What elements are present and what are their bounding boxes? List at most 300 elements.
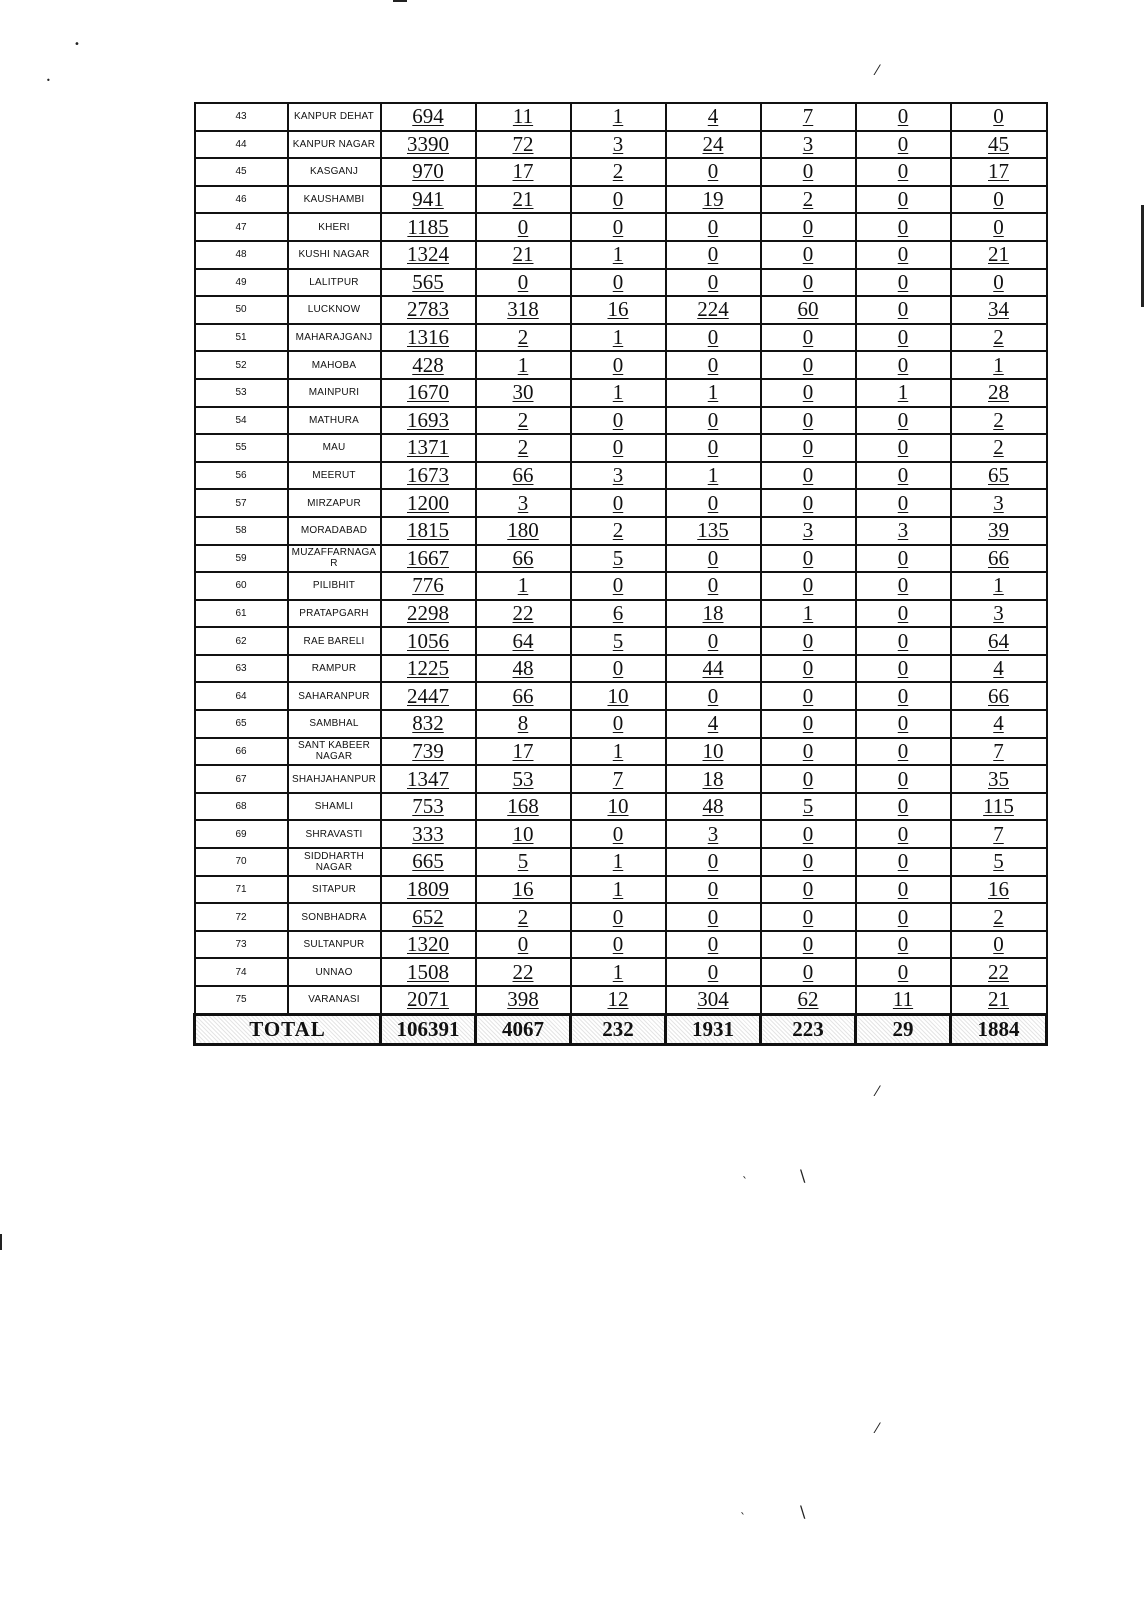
value-cell	[666, 296, 761, 324]
value-text: 0	[612, 932, 624, 957]
table-row	[195, 710, 1047, 738]
value-cell	[571, 434, 666, 462]
value-cell	[761, 903, 856, 931]
value-cell	[381, 627, 476, 655]
table-row	[195, 848, 1047, 876]
district-name-cell: SHAMLI	[288, 793, 381, 821]
value-cell	[856, 269, 951, 297]
value-cell	[761, 793, 856, 821]
value-text: 4	[993, 656, 1004, 681]
serial-number-cell: 70	[195, 848, 288, 876]
value-text: 2	[993, 435, 1004, 460]
tick-mark: `	[740, 1511, 746, 1525]
value-cell	[761, 876, 856, 904]
value-cell	[951, 931, 1047, 959]
value-cell	[951, 324, 1047, 352]
district-name-cell: MAU	[288, 434, 381, 462]
district-name-cell: SHAHJAHANPUR	[288, 765, 381, 793]
value-cell	[856, 738, 951, 766]
value-text: 224	[697, 297, 729, 322]
value-cell	[856, 407, 951, 435]
value-cell	[951, 269, 1047, 297]
tick-mark: \	[800, 1502, 806, 1521]
value-cell	[381, 820, 476, 848]
table-row	[195, 820, 1047, 848]
value-cell	[761, 186, 856, 214]
value-cell	[571, 682, 666, 710]
value-cell	[381, 434, 476, 462]
table-row	[195, 434, 1047, 462]
serial-number-cell: 74	[195, 958, 288, 986]
serial-number-cell: 71	[195, 876, 288, 904]
value-text: 0	[897, 600, 909, 625]
value-text: 0	[707, 876, 719, 901]
district-name-cell: PILIBHIT	[288, 572, 381, 600]
value-cell	[571, 876, 666, 904]
value-cell	[856, 241, 951, 269]
value-cell	[476, 655, 571, 683]
value-text: 0	[802, 821, 814, 846]
value-text: 5	[517, 849, 529, 874]
value-text: 66	[512, 545, 534, 570]
value-text: 0	[897, 242, 909, 267]
value-cell	[856, 682, 951, 710]
serial-number-cell: 49	[195, 269, 288, 297]
value-text: 0	[897, 794, 909, 819]
value-text: 0	[897, 159, 909, 184]
value-cell	[761, 434, 856, 462]
value-text: 1815	[407, 518, 449, 543]
district-name-cell: MAHARAJGANJ	[288, 324, 381, 352]
value-cell	[761, 572, 856, 600]
value-cell	[761, 682, 856, 710]
value-text: 0	[707, 545, 719, 570]
value-cell	[666, 931, 761, 959]
tick-mark: \	[800, 1166, 806, 1185]
value-cell	[476, 434, 571, 462]
table-row	[195, 241, 1047, 269]
value-text: 10	[512, 821, 534, 846]
value-cell	[856, 186, 951, 214]
value-cell	[571, 462, 666, 490]
value-cell	[951, 765, 1047, 793]
value-cell	[476, 986, 571, 1014]
district-name-cell: SONBHADRA	[288, 903, 381, 931]
value-cell	[381, 241, 476, 269]
value-text: 2298	[407, 600, 449, 625]
value-text: 665	[412, 849, 444, 874]
value-text: 5	[993, 849, 1004, 874]
value-text: 428	[412, 352, 444, 377]
value-text: 1	[707, 463, 719, 488]
table-row	[195, 269, 1047, 297]
value-text: 0	[897, 407, 909, 432]
value-cell	[571, 903, 666, 931]
table-row	[195, 682, 1047, 710]
value-cell	[666, 903, 761, 931]
value-text: 1693	[407, 407, 449, 432]
value-text: 1	[612, 849, 624, 874]
value-text: 1324	[407, 242, 449, 267]
value-cell	[571, 103, 666, 131]
value-cell	[856, 572, 951, 600]
value-text: 10	[607, 683, 629, 708]
value-text: 1371	[407, 435, 449, 460]
value-cell	[476, 903, 571, 931]
value-text: 970	[412, 159, 444, 184]
value-text: 1	[993, 352, 1004, 377]
value-cell	[856, 986, 951, 1014]
serial-number-cell: 50	[195, 296, 288, 324]
value-text: 0	[897, 959, 909, 984]
value-text: 0	[897, 297, 909, 322]
district-name-cell: MEERUT	[288, 462, 381, 490]
tick-mark: ⁄	[876, 1084, 879, 1100]
total-value-cell: 232	[571, 1014, 666, 1044]
value-cell	[381, 765, 476, 793]
value-cell	[951, 131, 1047, 159]
value-text: 753	[412, 794, 444, 819]
table-row	[195, 131, 1047, 159]
value-text: 44	[702, 656, 724, 681]
value-cell	[951, 986, 1047, 1014]
value-cell	[951, 572, 1047, 600]
value-text: 0	[707, 932, 719, 957]
value-cell	[856, 876, 951, 904]
value-text: 0	[802, 545, 814, 570]
value-cell	[381, 793, 476, 821]
value-cell	[381, 213, 476, 241]
value-text: 0	[897, 711, 909, 736]
scan-edge-line	[0, 1234, 2, 1250]
table-row	[195, 379, 1047, 407]
value-text: 0	[802, 380, 814, 405]
value-text: 22	[512, 959, 534, 984]
value-text: 135	[697, 518, 729, 543]
district-name-cell: VARANASI	[288, 986, 381, 1014]
value-cell	[761, 517, 856, 545]
value-cell	[381, 517, 476, 545]
value-text: 2783	[407, 297, 449, 322]
serial-number-cell: 45	[195, 158, 288, 186]
value-cell	[381, 600, 476, 628]
value-cell	[761, 407, 856, 435]
value-text: 0	[612, 573, 624, 598]
value-cell	[476, 489, 571, 517]
value-cell	[381, 351, 476, 379]
serial-number-cell: 66	[195, 738, 288, 766]
value-cell	[761, 986, 856, 1014]
value-cell	[856, 517, 951, 545]
value-cell	[666, 489, 761, 517]
value-cell	[476, 738, 571, 766]
value-cell	[761, 103, 856, 131]
value-text: 0	[897, 904, 909, 929]
value-cell	[571, 710, 666, 738]
value-cell	[571, 572, 666, 600]
district-name-cell: MAHOBA	[288, 351, 381, 379]
value-text: 0	[707, 490, 719, 515]
value-cell	[571, 793, 666, 821]
value-text: 21	[512, 187, 534, 212]
value-cell	[666, 517, 761, 545]
value-text: 1225	[407, 656, 449, 681]
value-cell	[381, 931, 476, 959]
total-value-cell: 29	[856, 1014, 951, 1044]
value-text: 1508	[407, 959, 449, 984]
value-text: 0	[897, 214, 909, 239]
value-text: 62	[797, 987, 819, 1012]
value-cell	[571, 489, 666, 517]
value-text: 2071	[407, 987, 449, 1012]
value-text: 180	[507, 518, 539, 543]
value-cell	[666, 379, 761, 407]
value-cell	[761, 131, 856, 159]
value-text: 0	[802, 214, 814, 239]
value-text: 0	[897, 463, 909, 488]
value-text: 0	[802, 711, 814, 736]
value-text: 1	[612, 104, 624, 129]
value-cell	[476, 710, 571, 738]
value-cell	[476, 820, 571, 848]
value-cell	[951, 600, 1047, 628]
value-text: 30	[512, 380, 534, 405]
value-cell	[476, 793, 571, 821]
table-body	[195, 103, 1047, 1044]
value-cell	[856, 434, 951, 462]
value-text: 1673	[407, 463, 449, 488]
value-text: 3	[993, 600, 1004, 625]
value-cell	[381, 296, 476, 324]
serial-number-cell: 61	[195, 600, 288, 628]
value-cell	[761, 848, 856, 876]
value-cell	[476, 627, 571, 655]
value-text: 0	[897, 435, 909, 460]
value-cell	[761, 296, 856, 324]
value-cell	[476, 103, 571, 131]
value-cell	[856, 710, 951, 738]
value-text: 1	[517, 573, 529, 598]
value-cell	[571, 269, 666, 297]
tick-mark: ⁄	[876, 1421, 879, 1437]
value-cell	[951, 517, 1047, 545]
value-text: 1	[612, 242, 624, 267]
serial-number-cell: 62	[195, 627, 288, 655]
value-text: 3	[517, 490, 529, 515]
value-cell	[951, 682, 1047, 710]
value-cell	[951, 545, 1047, 573]
value-cell	[476, 931, 571, 959]
serial-number-cell: 51	[195, 324, 288, 352]
value-text: 0	[897, 131, 909, 156]
value-cell	[381, 572, 476, 600]
serial-number-cell: 53	[195, 379, 288, 407]
value-text: 0	[707, 352, 719, 377]
value-cell	[476, 682, 571, 710]
value-cell	[666, 434, 761, 462]
table-row	[195, 627, 1047, 655]
table-row	[195, 903, 1047, 931]
value-cell	[476, 876, 571, 904]
value-cell	[761, 269, 856, 297]
value-text: 7	[993, 738, 1004, 763]
value-text: 39	[988, 518, 1009, 543]
district-name-cell: LALITPUR	[288, 269, 381, 297]
value-cell	[571, 738, 666, 766]
serial-number-cell: 54	[195, 407, 288, 435]
serial-number-cell: 67	[195, 765, 288, 793]
value-text: 10	[607, 794, 629, 819]
value-text: 2	[517, 407, 529, 432]
value-cell	[951, 103, 1047, 131]
serial-number-cell: 63	[195, 655, 288, 683]
value-cell	[856, 655, 951, 683]
district-name-cell: MUZAFFARNAGA R	[288, 545, 381, 573]
table-row	[195, 324, 1047, 352]
district-name-cell: PRATAPGARH	[288, 600, 381, 628]
table-row	[195, 986, 1047, 1014]
value-cell	[761, 158, 856, 186]
value-text: 0	[707, 242, 719, 267]
value-text: 115	[983, 794, 1014, 819]
value-text: 0	[897, 876, 909, 901]
value-text: 2447	[407, 683, 449, 708]
value-text: 0	[897, 573, 909, 598]
table-row	[195, 876, 1047, 904]
table-row	[195, 186, 1047, 214]
value-text: 1	[897, 380, 909, 405]
value-text: 0	[612, 352, 624, 377]
district-name-cell: KANPUR NAGAR	[288, 131, 381, 159]
value-cell	[856, 931, 951, 959]
value-text: 168	[507, 794, 539, 819]
value-text: 0	[612, 187, 624, 212]
value-cell	[571, 324, 666, 352]
value-cell	[571, 627, 666, 655]
value-cell	[381, 269, 476, 297]
value-cell	[856, 296, 951, 324]
value-text: 0	[897, 766, 909, 791]
value-cell	[476, 848, 571, 876]
district-name-cell: SAMBHAL	[288, 710, 381, 738]
district-name-cell: KANPUR DEHAT	[288, 103, 381, 131]
table-row	[195, 489, 1047, 517]
value-text: 21	[512, 242, 534, 267]
value-text: 3	[897, 518, 909, 543]
value-text: 652	[412, 904, 444, 929]
value-text: 21	[988, 987, 1009, 1012]
value-cell	[856, 462, 951, 490]
value-cell	[571, 986, 666, 1014]
value-cell	[571, 379, 666, 407]
value-cell	[951, 903, 1047, 931]
value-cell	[666, 462, 761, 490]
value-text: 16	[988, 876, 1009, 901]
value-cell	[571, 131, 666, 159]
value-cell	[761, 213, 856, 241]
value-text: 0	[802, 407, 814, 432]
serial-number-cell: 59	[195, 545, 288, 573]
district-name-cell: RAE BARELI	[288, 627, 381, 655]
value-cell	[761, 241, 856, 269]
value-cell	[666, 876, 761, 904]
value-cell	[476, 462, 571, 490]
value-cell	[476, 186, 571, 214]
value-cell	[951, 848, 1047, 876]
value-cell	[381, 407, 476, 435]
value-cell	[476, 131, 571, 159]
value-text: 0	[993, 187, 1004, 212]
value-cell	[666, 269, 761, 297]
value-text: 2	[517, 325, 529, 350]
value-cell	[571, 351, 666, 379]
value-text: 1056	[407, 628, 449, 653]
value-cell	[761, 710, 856, 738]
serial-number-cell: 65	[195, 710, 288, 738]
scan-dot-mark: •	[74, 39, 80, 50]
value-text: 18	[702, 766, 724, 791]
value-text: 0	[707, 325, 719, 350]
value-cell	[761, 738, 856, 766]
value-cell	[761, 379, 856, 407]
value-text: 0	[802, 849, 814, 874]
value-text: 0	[707, 407, 719, 432]
value-text: 0	[612, 407, 624, 432]
district-name-cell: KUSHI NAGAR	[288, 241, 381, 269]
value-text: 0	[802, 325, 814, 350]
value-cell	[761, 931, 856, 959]
value-text: 4	[707, 711, 719, 736]
value-text: 0	[802, 159, 814, 184]
serial-number-cell: 73	[195, 931, 288, 959]
total-value-cell: 4067	[476, 1014, 571, 1044]
table-row	[195, 572, 1047, 600]
value-text: 3	[612, 463, 624, 488]
value-cell	[476, 351, 571, 379]
value-text: 72	[512, 131, 534, 156]
value-cell	[571, 213, 666, 241]
value-cell	[951, 710, 1047, 738]
table-row	[195, 213, 1047, 241]
value-cell	[571, 545, 666, 573]
table-row	[195, 738, 1047, 766]
value-text: 0	[802, 490, 814, 515]
value-text: 16	[607, 297, 629, 322]
value-cell	[381, 682, 476, 710]
value-text: 48	[702, 794, 724, 819]
value-text: 45	[988, 131, 1009, 156]
value-text: 1	[612, 738, 624, 763]
value-text: 0	[612, 214, 624, 239]
value-text: 0	[612, 435, 624, 460]
district-name-cell: MIRZAPUR	[288, 489, 381, 517]
value-text: 0	[802, 628, 814, 653]
value-cell	[381, 158, 476, 186]
table-row	[195, 600, 1047, 628]
value-cell	[761, 600, 856, 628]
value-text: 21	[988, 242, 1009, 267]
serial-number-cell: 58	[195, 517, 288, 545]
value-cell	[476, 600, 571, 628]
value-text: 17	[512, 159, 534, 184]
value-cell	[951, 627, 1047, 655]
value-cell	[571, 958, 666, 986]
serial-number-cell: 52	[195, 351, 288, 379]
value-cell	[666, 600, 761, 628]
value-text: 0	[897, 628, 909, 653]
value-cell	[571, 407, 666, 435]
district-name-cell: SAHARANPUR	[288, 682, 381, 710]
